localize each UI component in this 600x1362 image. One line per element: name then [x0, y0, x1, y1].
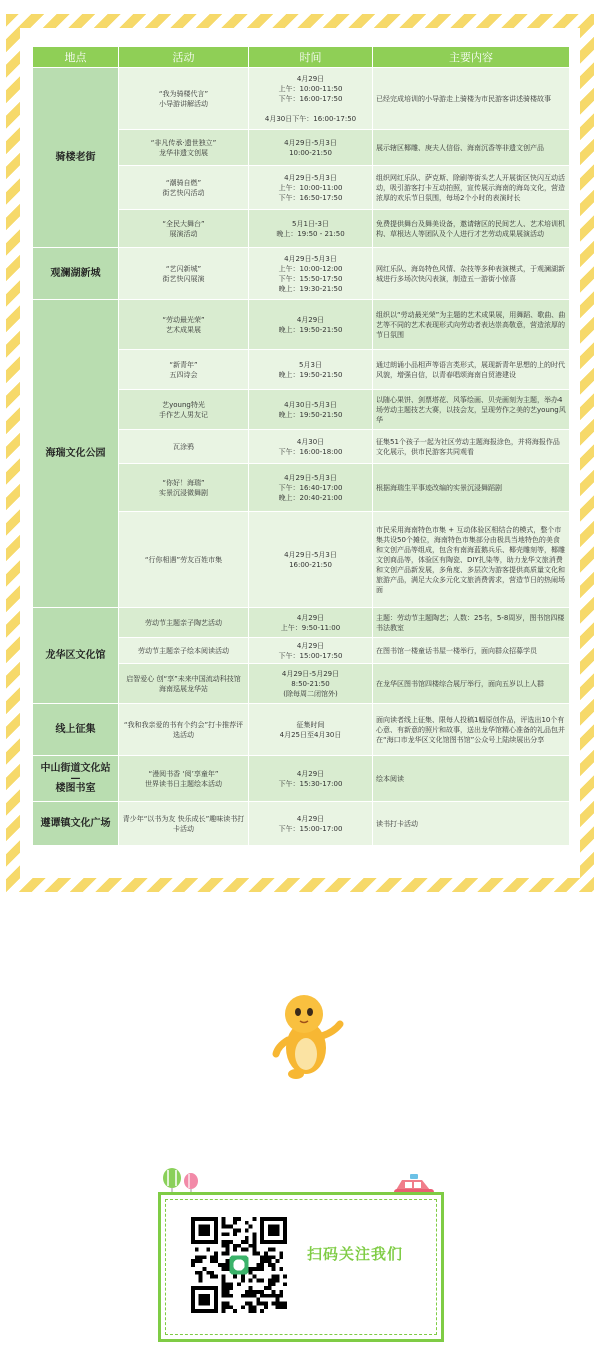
content-cell: 绘本阅读 — [373, 756, 570, 802]
table-row — [33, 608, 570, 638]
activity-cell: “全民大舞台” 展演活动 — [119, 210, 249, 248]
time-cell: 4月29日 晚上：19:50-21:50 — [249, 300, 373, 350]
content-cell: 展示辖区椰雕、庚夫人信俗、海南沉香等非遗文创产品 — [373, 130, 570, 166]
content-cell: 面向读者线上征集、限每人投稿1幅原创作品，评选出10个有心意、有新意的照片和故事，送出龙华馆精心准备的礼品包并在“海口市龙华区文化馆图书馆”公众号上陆续展出分享 — [373, 704, 570, 756]
content-cell: 已经完成培训的小导游走上骑楼为市民游客讲述骑楼故事 — [373, 68, 570, 130]
scan-follow-label: 扫码关注我们 — [307, 1245, 404, 1263]
activity-cell: 青少年“以书为友 快乐成长”趣味读书打卡活动 — [119, 802, 249, 846]
time-cell: 4月29日-5月3日 下午：16:40-17:00 晚上：20:40-21:00 — [249, 464, 373, 512]
time-cell: 4月29日-5月3日 上午：10:00-12:00 下午：15:50-17:50 晚上：19:30-21:50 — [249, 248, 373, 300]
time-cell: 4月29日-5月29日 8:50-21:50 (除每周二闭馆外) — [249, 664, 373, 704]
activity-cell: “非凡传承·遗世独立” 龙华非遗文创展 — [119, 130, 249, 166]
content-cell: 免费提供舞台及舞美设备，邀请辖区的民间艺人、艺术培训机构、草根达人等团队及个人进行才艺劳动成果展演活动 — [373, 210, 570, 248]
activity-cell: “漫阅书香 ‘阅’享童年” 世界读书日主题绘本活动 — [119, 756, 249, 802]
time-cell: 4月29日-5月3日 上午：10:00-11:00 下午：16:50-17:50 — [249, 166, 373, 210]
table-row — [33, 802, 570, 846]
time-cell: 征集时间 4月25日至4月30日 — [249, 704, 373, 756]
time-cell: 4月29日 上午：10:00-11:50 下午：16:00-17:50 4月30日下午：16:00-17:50 — [249, 68, 373, 130]
column-header: 活动 — [119, 47, 249, 68]
content-cell: 主题：劳动节主题陶艺；人数：25名，5-8周岁，图书馆四楼书法教室 — [373, 608, 570, 638]
content-cell: 组织以“劳动最光荣”为主题的艺术成果展，用舞蹈、歌曲、曲艺等不同的艺术表现形式向劳动者表达崇高敬意，营造浓厚的节日氛围 — [373, 300, 570, 350]
striped-frame — [6, 14, 594, 892]
content-cell: 网红乐队、海岛特色风情、杂技等多种表演模式，于观澜湖新城进行多场次快闪表演，制造五一游街小惊喜 — [373, 248, 570, 300]
activity-cell: “我和我亲爱的书有个约会”打卡推荐评选活动 — [119, 704, 249, 756]
venue-cell: 海瑞文化公园 — [33, 300, 119, 608]
qr-code-icon[interactable] — [191, 1217, 287, 1313]
time-cell: 4月30日 下午：16:00-18:00 — [249, 430, 373, 464]
column-header: 地点 — [33, 47, 119, 68]
activity-cell: “我为骑楼代言” 小导游讲解活动 — [119, 68, 249, 130]
content-cell: 通过朗诵小品相声等语言类形式，展现新青年思想的上的时代风貌，增强自信，以青春唱颂海南自贸港建设 — [373, 350, 570, 390]
schedule-table — [32, 46, 570, 846]
time-cell: 5月1日-3日 晚上：19:50 - 21:50 — [249, 210, 373, 248]
table-row — [33, 300, 570, 350]
activity-cell: “你好！海瑞” 实景沉浸微舞剧 — [119, 464, 249, 512]
column-header: 时间 — [249, 47, 373, 68]
venue-cell: 龙华区文化馆 — [33, 608, 119, 704]
time-cell: 5月3日 晚上：19:50-21:50 — [249, 350, 373, 390]
venue-cell: 遵谭镇文化广场 — [33, 802, 119, 846]
table-row — [33, 248, 570, 300]
venue-cell: 骑楼老街 — [33, 68, 119, 248]
table-panel — [20, 28, 580, 878]
activity-cell: “潮骑自燃” 街艺快闪活动 — [119, 166, 249, 210]
activity-cell: 劳动节主题亲子陶艺活动 — [119, 608, 249, 638]
content-cell: 征集51个孩子一起为社区劳动主题海报涂色，并将海报作品文化展示，供市民游客共同观看 — [373, 430, 570, 464]
venue-cell: 观澜湖新城 — [33, 248, 119, 300]
content-cell: 在图书馆一楼童话书屋一楼举行，面向群众招募学员 — [373, 638, 570, 664]
mascot-icon — [266, 988, 346, 1083]
table-row — [33, 68, 570, 130]
activity-cell: 启智爱心 创“享”未来中国流动科技馆 海南巡展龙华站 — [119, 664, 249, 704]
content-cell: 在龙华区图书馆四楼综合展厅举行，面向五岁以上人群 — [373, 664, 570, 704]
activity-cell: 瓦涂鸦 — [119, 430, 249, 464]
activity-cell: 艺young特光 手作艺人男友记 — [119, 390, 249, 430]
venue-cell: 线上征集 — [33, 704, 119, 756]
time-cell: 4月29日 下午：15:00-17:00 — [249, 802, 373, 846]
content-cell: 以随心果饼、剑票塔花、风筝绘画、贝壳画刻为主题，举办4场劳动主题技艺大赛，以技会友，呈现劳作之美的艺young风华 — [373, 390, 570, 430]
content-cell: 读书打卡活动 — [373, 802, 570, 846]
activity-cell: “艺闪新城” 街艺快闪展演 — [119, 248, 249, 300]
table-row — [33, 704, 570, 756]
time-cell: 4月29日 下午：15:00-17:50 — [249, 638, 373, 664]
qr-card — [158, 1192, 444, 1342]
column-header: 主要内容 — [373, 47, 570, 68]
activity-cell: 劳动节主题亲子绘本阅读活动 — [119, 638, 249, 664]
table-row — [33, 756, 570, 802]
time-cell: 4月29日 下午：15:30-17:00 — [249, 756, 373, 802]
activity-cell: “新青年” 五四诗会 — [119, 350, 249, 390]
time-cell: 4月30日-5月3日 晚上：19:50-21:50 — [249, 390, 373, 430]
content-cell: 组织网红乐队、萨克斯、除刷等街头艺人开展街区快闪互动活动，吸引游客打卡互动拍照，宣传展示海南的海岛文化，营造浓厚的欢乐节日氛围，每场2个小时的表演时长 — [373, 166, 570, 210]
time-cell: 4月29日-5月3日 10:00-21:50 — [249, 130, 373, 166]
time-cell: 4月29日 上午：9:50-11:00 — [249, 608, 373, 638]
content-cell: 根据海瑞生平事迹改编的实景沉浸舞蹈剧 — [373, 464, 570, 512]
venue-cell: 中山街道文化站— 楼图书室 — [33, 756, 119, 802]
activity-cell: “劳动最光荣” 艺术成果展 — [119, 300, 249, 350]
time-cell: 4月29日-5月3日 16:00-21:50 — [249, 512, 373, 608]
content-cell: 市民采用海南特色市集 + 互动体验区相结合的模式，整个市集共设50个摊位，海南特色市集部分由极具当地特色的美食和文创产品等组成，包含有南海蓝鹅兵乐、椰壳雕刻等，椰雕文创商品等，体验区有陶瓷、DIY扎染等，助力龙华文旅消费和文创产品新发展，多角度、多层次为游客提供高质量文化和旅游产品，满足大众多元化文旅消费需求，营造节日的热闹场面 — [373, 512, 570, 608]
activity-cell: “行你相遇”劳友百姓市集 — [119, 512, 249, 608]
